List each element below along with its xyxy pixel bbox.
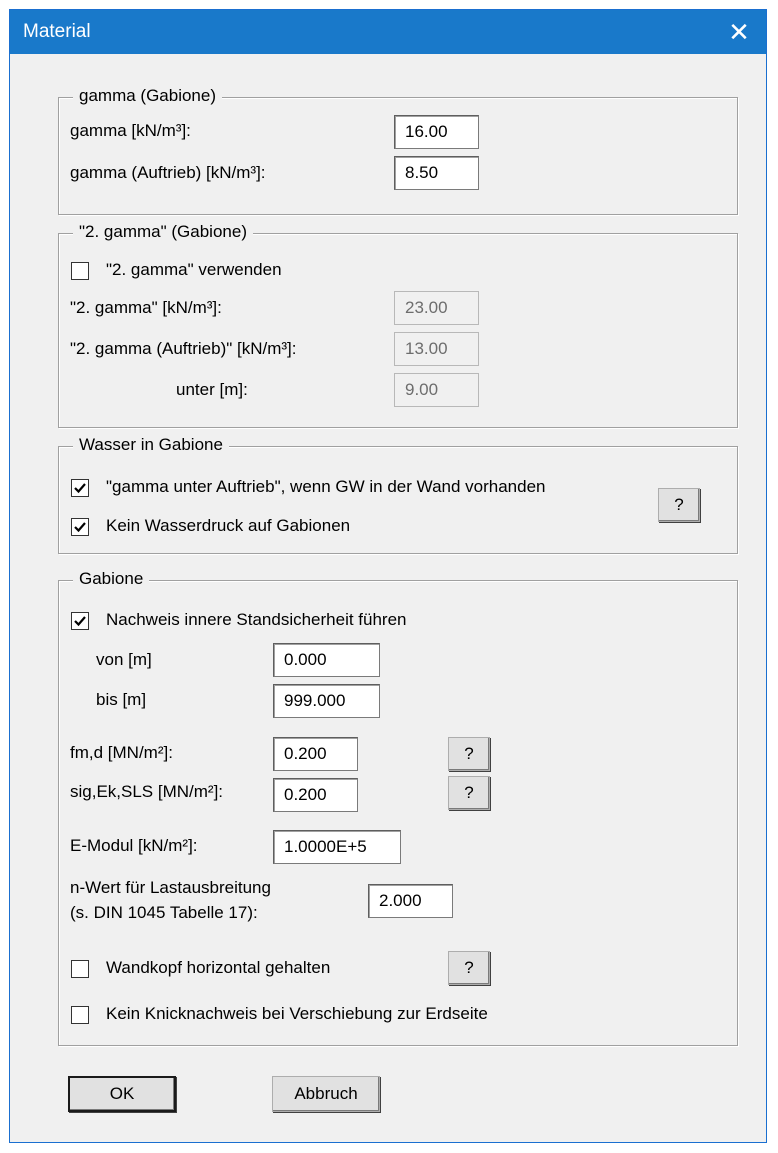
to-input[interactable]: 999.000 [273,684,380,718]
wall-head-checkbox[interactable] [71,960,89,978]
n-value-label-line1: n-Wert für Lastausbreitung [70,878,271,897]
emod-input[interactable]: 1.0000E+5 [273,830,401,864]
n-value-input[interactable]: 2.000 [368,884,453,918]
fmd-help-button[interactable]: ? [448,737,490,771]
buoyancy-checkbox[interactable] [71,479,89,497]
gamma-label: gamma [kN/m³]: [70,121,191,140]
checkmark-icon [73,481,87,495]
gamma2-label: "2. gamma" [kN/m³]: [70,298,222,317]
material-dialog [9,9,767,1143]
stability-label: Nachweis innere Standsicherheit führen [106,610,407,629]
gamma-buoyancy-input[interactable]: 8.50 [394,156,479,190]
sig-label: sig,Ek,SLS [MN/m²]: [70,782,224,801]
title-bar [10,10,766,54]
n-value-label-line2: (s. DIN 1045 Tabelle 17): [70,903,258,922]
gamma2-group-legend: "2. gamma" (Gabione) [73,222,253,242]
from-input[interactable]: 0.000 [273,643,380,677]
below-input[interactable]: 9.00 [394,373,479,407]
sig-help-button[interactable]: ? [448,776,490,810]
no-water-pressure-label: Kein Wasserdruck auf Gabionen [106,516,351,535]
buckling-checkbox[interactable] [71,1006,89,1024]
water-group [58,435,738,554]
checkmark-icon [73,520,87,534]
use-gamma2-label: "2. gamma" verwenden [106,260,282,279]
stability-checkbox[interactable] [71,612,89,630]
gamma-buoyancy-label: gamma (Auftrieb) [kN/m³]: [70,163,266,182]
checkmark-icon [73,614,87,628]
emod-label: E-Modul [kN/m²]: [70,836,198,855]
gamma2-input[interactable]: 23.00 [394,291,479,325]
sig-input[interactable]: 0.200 [273,778,358,812]
gamma2-buoyancy-label: "2. gamma (Auftrieb)" [kN/m³]: [70,339,297,358]
gamma-group-legend: gamma (Gabione) [73,86,222,106]
wall-head-label: Wandkopf horizontal gehalten [106,958,331,977]
fmd-label: fm,d [MN/m²]: [70,743,173,762]
use-gamma2-checkbox[interactable] [71,262,89,280]
gabion-group-legend: Gabione [73,569,149,589]
buoyancy-label: "gamma unter Auftrieb", wenn GW in der Wand vorhanden [106,477,546,496]
no-water-pressure-checkbox[interactable] [71,518,89,536]
window-title: Material [23,21,91,42]
below-label: unter [m]: [176,380,248,399]
water-group-legend: Wasser in Gabione [73,435,229,455]
gamma2-buoyancy-input[interactable]: 13.00 [394,332,479,366]
to-label: bis [m] [96,690,147,709]
wall-head-help-button[interactable]: ? [448,951,490,985]
cancel-button[interactable]: Abbruch [272,1076,380,1112]
gamma-input[interactable]: 16.00 [394,115,479,149]
close-icon[interactable]: ✕ [728,17,750,47]
from-label: von [m] [96,650,152,669]
fmd-input[interactable]: 0.200 [273,737,358,771]
water-help-button[interactable]: ? [658,488,700,522]
ok-button[interactable]: OK [68,1076,176,1112]
buckling-label: Kein Knicknachweis bei Verschiebung zur Erdseite [106,1004,488,1023]
